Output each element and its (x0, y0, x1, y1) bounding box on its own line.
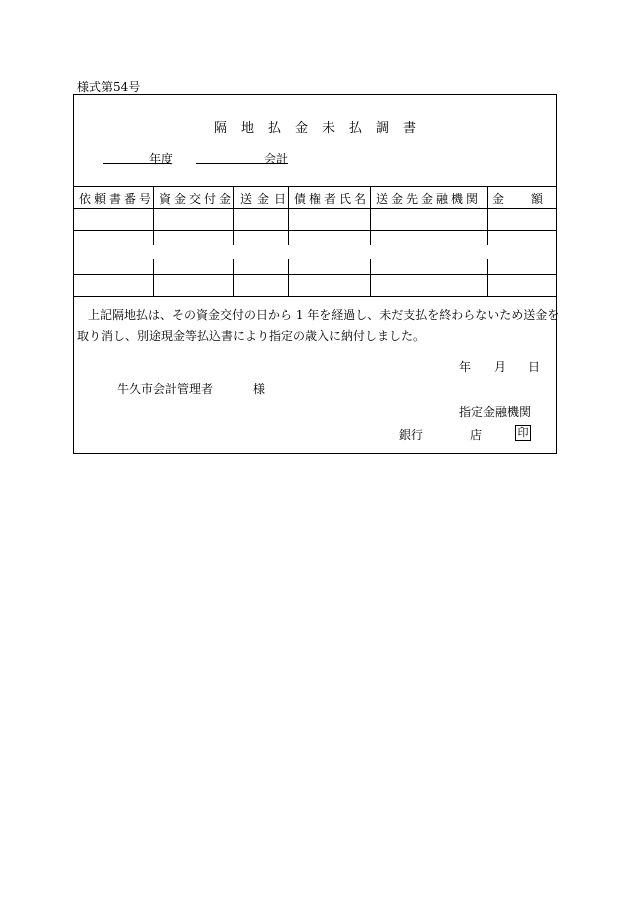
fiscal-year-label: 年度 (149, 152, 174, 166)
table-column-line (487, 259, 488, 296)
header-remittance-date: 送金日 (240, 192, 292, 206)
addressee-honorific: 様 (253, 382, 266, 396)
table-top-line (73, 186, 557, 187)
table-column-line (288, 259, 289, 296)
date-year-label: 年 (459, 360, 472, 374)
document-title: 隔地払金未払調書 (213, 121, 430, 136)
form-number: 様式第54号 (77, 80, 141, 94)
table-header-line (73, 208, 557, 209)
addressee-name: 牛久市会計管理者 (117, 382, 214, 396)
bank-label: 銀行 (399, 428, 424, 442)
header-amount: 金額 (492, 192, 571, 206)
branch-label: 店 (470, 428, 483, 442)
date-month-label: 月 (494, 360, 507, 374)
seal-mark: 印 (515, 425, 531, 441)
table-column-line (487, 186, 488, 245)
institution-label: 指定金融機関 (459, 405, 532, 419)
table-row-line (73, 274, 557, 275)
table-column-line (153, 259, 154, 296)
header-financial-institution: 送金先金融機関 (376, 192, 482, 206)
account-label: 会計 (264, 152, 289, 166)
header-fund-grant: 資金交付金 (159, 192, 235, 206)
table-column-line (370, 186, 371, 245)
header-request-number: 依頼書番号 (79, 192, 155, 206)
table-bottom-line (73, 296, 557, 297)
table-column-line (370, 259, 371, 296)
body-text-line-2: 取り消し、別途現金等払込書により指定の歳入に納付しました。 (77, 329, 426, 343)
date-day-label: 日 (528, 360, 541, 374)
table-row-line (73, 230, 557, 231)
header-creditor-name: 債権者氏名 (294, 192, 370, 206)
body-text-line-1: 上記隔地払は、その資金交付の日から 1 年を経過し、未だ支払を終わらないため送金を (88, 308, 560, 322)
table-column-line (233, 259, 234, 296)
